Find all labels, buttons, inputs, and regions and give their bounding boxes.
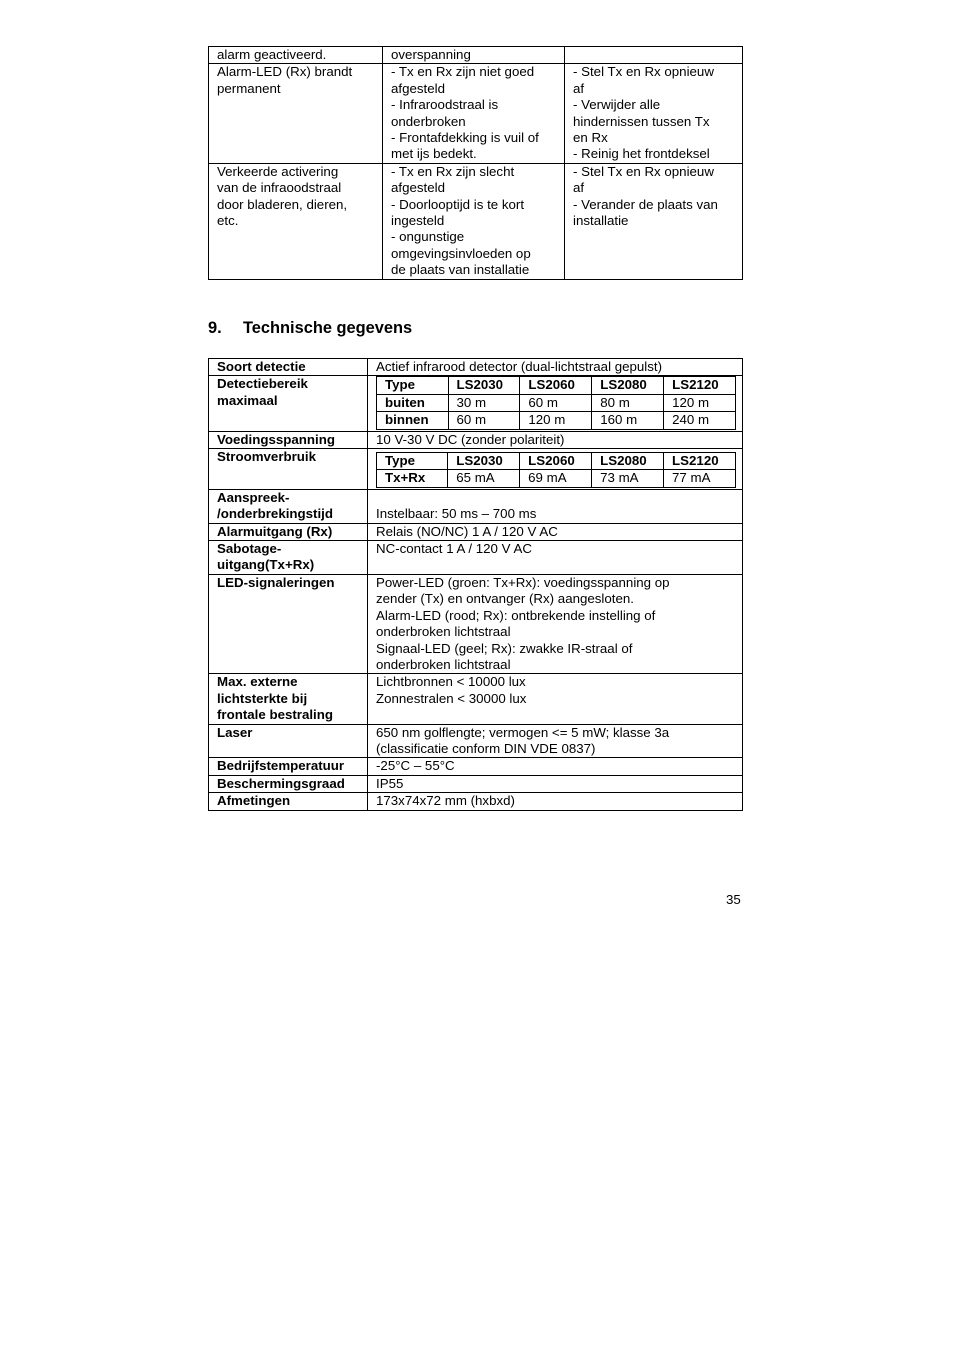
table-cell: 65 mA <box>448 470 520 487</box>
table-cell: 240 m <box>664 412 736 429</box>
table-cell: 120 m <box>664 394 736 411</box>
spec-value: Lichtbronnen < 10000 lux Zonnestralen < 30000 lux <box>368 674 743 724</box>
spec-value: 173x74x72 mm (hxbxd) <box>368 793 743 810</box>
spec-value: 650 nm golflengte; vermogen <= 5 mW; klasse 3a (classificatie conform DIN VDE 0837) <box>368 724 743 758</box>
spec-row-range <box>209 376 743 431</box>
table-header: LS2030 <box>448 453 520 470</box>
spec-row-tamper <box>209 541 743 575</box>
table-row <box>377 470 736 487</box>
section-heading <box>208 318 412 338</box>
table-header: Type <box>377 377 449 394</box>
table-row <box>377 412 736 429</box>
spec-value: Power-LED (groen: Tx+Rx): voedingsspanning op zender (Tx) en ontvanger (Rx) aangesloten. Alarm-LED (rood; Rx): ontbrekende instelling of onderbroken lichtstraal Signaal-LED (geel; Rx): zwakke IR-straal of onderbroken lichtstraal <box>368 574 743 673</box>
cause-cell: - Tx en Rx zijn niet goed afgesteld - Infraroodstraal is onderbroken - Frontafdekking is vuil of met ijs bedekt. <box>383 64 565 163</box>
spec-row-external-light <box>209 674 743 724</box>
spec-value: IP55 <box>368 775 743 792</box>
spec-value: -25°C – 55°C <box>368 758 743 775</box>
table-header: LS2060 <box>520 377 592 394</box>
table-cell: 80 m <box>592 394 664 411</box>
spec-label: Bedrijfstemperatuur <box>209 758 368 775</box>
spec-row-supply <box>209 431 743 448</box>
spec-row-temperature <box>209 758 743 775</box>
table-header: LS2080 <box>592 377 664 394</box>
spec-row-response <box>209 489 743 523</box>
table-header: LS2030 <box>448 377 520 394</box>
table-cell: 120 m <box>520 412 592 429</box>
spec-row-leds <box>209 574 743 673</box>
table-row <box>209 47 743 64</box>
spec-label: Beschermingsgraad <box>209 775 368 792</box>
spec-label: Laser <box>209 724 368 758</box>
spec-label: Soort detectie <box>209 359 368 376</box>
table-row <box>377 377 736 394</box>
table-cell: 60 m <box>448 412 520 429</box>
current-table <box>376 452 736 488</box>
cause-cell: - Tx en Rx zijn slecht afgesteld - Doorlooptijd is te kort ingesteld - ongunstige omgevingsinvloeden op de plaats van installatie <box>383 163 565 279</box>
cause-cell: overspanning <box>383 47 565 64</box>
table-row <box>377 394 736 411</box>
spec-label: Afmetingen <box>209 793 368 810</box>
spec-label: Alarmuitgang (Rx) <box>209 523 368 540</box>
solution-cell <box>565 47 743 64</box>
spec-label: Max. externe lichtsterkte bij frontale bestraling <box>209 674 368 724</box>
table-cell: 77 mA <box>664 470 736 487</box>
spec-row-detection-type <box>209 359 743 376</box>
range-table <box>376 376 736 429</box>
spec-label: Voedingsspanning <box>209 431 368 448</box>
solution-cell: - Stel Tx en Rx opnieuw af - Verwijder alle hindernissen tussen Tx en Rx - Reinig het frontdeksel <box>565 64 743 163</box>
table-row <box>377 453 736 470</box>
spec-value: Actief infrarood detector (dual-lichtstraal gepulst) <box>368 359 743 376</box>
spec-row-dimensions <box>209 793 743 810</box>
table-cell: 69 mA <box>520 470 592 487</box>
spec-label: LED-signaleringen <box>209 574 368 673</box>
spec-label: Detectiebereik maximaal <box>209 376 368 431</box>
table-cell: 30 m <box>448 394 520 411</box>
table-header: LS2060 <box>520 453 592 470</box>
specifications-table <box>208 358 743 811</box>
spec-row-protection <box>209 775 743 792</box>
spec-value <box>368 449 743 490</box>
table-row <box>209 64 743 163</box>
section-number: 9. <box>208 319 222 337</box>
spec-value <box>368 376 743 431</box>
spec-value: NC-contact 1 A / 120 V AC <box>368 541 743 575</box>
spec-label: Sabotage- uitgang(Tx+Rx) <box>209 541 368 575</box>
page-number: 35 <box>726 892 741 907</box>
table-cell: binnen <box>377 412 449 429</box>
spec-value: 10 V-30 V DC (zonder polariteit) <box>368 431 743 448</box>
spec-value: Instelbaar: 50 ms – 700 ms <box>368 489 743 523</box>
spec-value: Relais (NO/NC) 1 A / 120 V AC <box>368 523 743 540</box>
troubleshooting-table <box>208 46 743 280</box>
table-header: LS2080 <box>592 453 664 470</box>
spec-row-laser <box>209 724 743 758</box>
solution-cell: - Stel Tx en Rx opnieuw af - Verander de plaats van installatie <box>565 163 743 279</box>
table-cell: Tx+Rx <box>377 470 448 487</box>
problem-cell: Verkeerde activering van de infraoodstraal door bladeren, dieren, etc. <box>209 163 383 279</box>
table-header: LS2120 <box>664 377 736 394</box>
spec-row-alarm-output <box>209 523 743 540</box>
section-title: Technische gegevens <box>243 319 413 337</box>
table-cell: 60 m <box>520 394 592 411</box>
table-header: LS2120 <box>664 453 736 470</box>
spec-label: Aanspreek- /onderbrekingstijd <box>209 489 368 523</box>
spec-label: Stroomverbruik <box>209 449 368 490</box>
table-cell: buiten <box>377 394 449 411</box>
table-row <box>209 163 743 279</box>
table-cell: 73 mA <box>592 470 664 487</box>
table-header: Type <box>377 453 448 470</box>
spec-row-current <box>209 449 743 490</box>
problem-cell: Alarm-LED (Rx) brandt permanent <box>209 64 383 163</box>
problem-cell: alarm geactiveerd. <box>209 47 383 64</box>
table-cell: 160 m <box>592 412 664 429</box>
